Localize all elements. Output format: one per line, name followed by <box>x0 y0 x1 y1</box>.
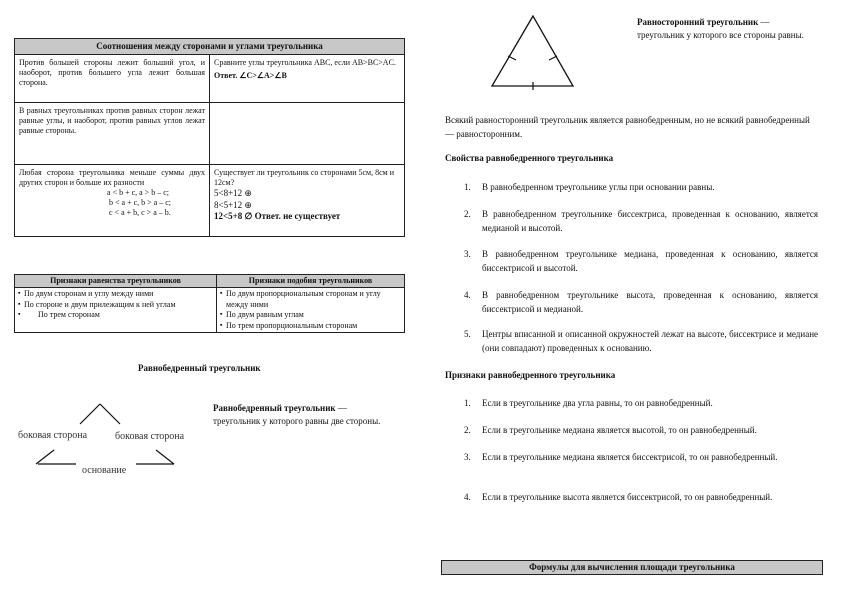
equality-signs-cell <box>15 288 217 333</box>
isosceles-heading: Равнобедренный треугольник <box>138 363 261 373</box>
equilateral-definition-text: — треугольник у которого все стороны равны. <box>637 17 804 41</box>
property-item <box>464 328 818 355</box>
relations-row-1-answer: Ответ. ∠C>∠A>∠B <box>214 71 287 81</box>
isosceles-signs-list <box>464 397 818 505</box>
property-text: В равнобедренном треугольнике биссектриса, проведенная к основанию, является медианой и высотой. <box>482 209 818 233</box>
sign-text: Если в треугольнике медиана является высотой, то он равнобедренный. <box>482 425 757 435</box>
left-base-corner <box>36 450 54 464</box>
right-side-label: боковая сторона <box>115 431 185 442</box>
right-base-corner <box>156 450 174 464</box>
similarity-sign-item: ▪ По двум равным углам <box>220 310 401 320</box>
property-text: В равнобедренном треугольнике медиана, проведенная к основанию, является биссектрисой и высотой. <box>482 249 818 273</box>
isosceles-definition-term: Равнобедренный треугольник <box>213 403 336 413</box>
property-item <box>464 248 818 289</box>
equality-sign-item: ▪ По стороне и двум прилежащим к ней углам <box>18 300 213 310</box>
property-text: В равнобедренном треугольнике углы при основании равны. <box>482 182 715 192</box>
tick-mark-left <box>508 56 516 60</box>
similarity-sign-item: ▪ По трем пропорциональным сторонам <box>220 321 401 331</box>
isosceles-definition <box>213 402 383 428</box>
relations-row-1-question: Сравните углы треугольника ABC, если AB>BC>AC. <box>214 58 396 68</box>
relations-row-2-right <box>210 103 405 165</box>
relations-row-3-left <box>15 165 210 237</box>
isosceles-signs-title: Признаки равнобедренного треугольника <box>445 370 616 380</box>
property-item <box>464 181 818 208</box>
property-item <box>464 208 818 248</box>
check-2: 8<5+12 ⊕ <box>214 199 252 210</box>
sign-text: Если в треугольнике два угла равны, то он равнобедренный. <box>482 398 713 408</box>
sign-item <box>464 424 818 451</box>
relations-row-1-right <box>210 55 405 103</box>
equilateral-isosceles-statement: Всякий равносторонний треугольник является равнобедренным, но не всякий равнобедренный — равносторонним. <box>445 115 810 139</box>
check-1: 5<8+12 ⊕ <box>214 188 252 199</box>
sign-item <box>464 397 818 424</box>
right-side-line <box>100 404 120 424</box>
base-label: основание <box>82 465 127 476</box>
check-3-answer: 12<5+8 ∅ Ответ. не существует <box>214 210 341 221</box>
sign-text: Если в треугольнике медиана является биссектрисой, то он равнобедренный. <box>482 452 778 462</box>
sign-item <box>464 451 818 491</box>
properties-list <box>464 181 818 355</box>
property-text: Центры вписанной и описанной окружностей лежат на высоте, биссектрисе и медиане (они совпадают) проведенных к основанию. <box>482 329 818 353</box>
property-number: 2. <box>464 209 471 219</box>
sign-number: 2. <box>464 425 471 435</box>
sign-number: 3. <box>464 452 471 462</box>
triangle-inequality-text: Любая сторона треугольника меньше суммы двух других сторон и больше их разности <box>19 168 205 188</box>
sign-item <box>464 491 818 505</box>
properties-title: Свойства равнобедренного треугольника <box>445 153 614 163</box>
sign-number: 4. <box>464 492 471 502</box>
existence-question: Существует ли треугольник со сторонами 5см, 8см и 12см? <box>214 168 394 188</box>
equilateral-triangle-diagram <box>485 12 580 92</box>
tick-mark-right <box>549 56 557 60</box>
property-number: 1. <box>464 182 471 192</box>
relations-row-3-right <box>210 165 405 237</box>
relations-row-2-left: В равных треугольниках против равных сторон лежат равные углы, и наоборот, против равных углов лежат равные стороны. <box>15 103 210 165</box>
property-number: 3. <box>464 249 471 259</box>
signs-table <box>14 274 405 333</box>
equality-sign-item: ▪ По двум сторонам и углу между ними <box>18 289 213 299</box>
left-side-label: боковая сторона <box>18 430 88 441</box>
inequality-c: c < a + b, c > a – b. <box>109 208 171 218</box>
relations-table-header: Соотношения между сторонами и углами треугольника <box>15 39 405 55</box>
inequality-b: b < a + c, b > a – c; <box>109 198 171 208</box>
equilateral-triangle-shape <box>492 16 573 86</box>
similarity-signs-cell <box>217 288 405 333</box>
property-item <box>464 289 818 328</box>
property-number: 5. <box>464 329 471 339</box>
inequality-a: a < b + c, a > b – c; <box>107 188 169 198</box>
equality-sign-item: ▪ По трем сторонам <box>18 310 213 320</box>
relations-row-1-left: Против большей стороны лежит больший угол, и наоборот, против большего угла лежит большая сторона. <box>15 55 210 103</box>
property-text: В равнобедренном треугольнике высота, проведенная к основанию, является биссектрисой и медианой. <box>482 290 818 314</box>
similarity-signs-header: Признаки подобия треугольников <box>217 275 405 288</box>
similarity-sign-item: ▪ По двум пропорциональным сторонам и углу между ними <box>220 289 401 310</box>
equilateral-definition-term: Равносторонний треугольник <box>637 17 759 27</box>
property-number: 4. <box>464 290 471 300</box>
sign-text: Если в треугольнике высота является биссектрисой, то он равнобедренный. <box>482 492 773 502</box>
sign-number: 1. <box>464 398 471 408</box>
equilateral-definition <box>637 16 807 42</box>
left-side-line <box>80 404 100 424</box>
isosceles-definition-text: — треугольник у которого равны две стороны. <box>213 403 381 427</box>
relations-table <box>14 38 405 237</box>
area-formulas-header: Формулы для вычисления площади треугольника <box>441 560 823 575</box>
equality-signs-header: Признаки равенства треугольников <box>15 275 217 288</box>
